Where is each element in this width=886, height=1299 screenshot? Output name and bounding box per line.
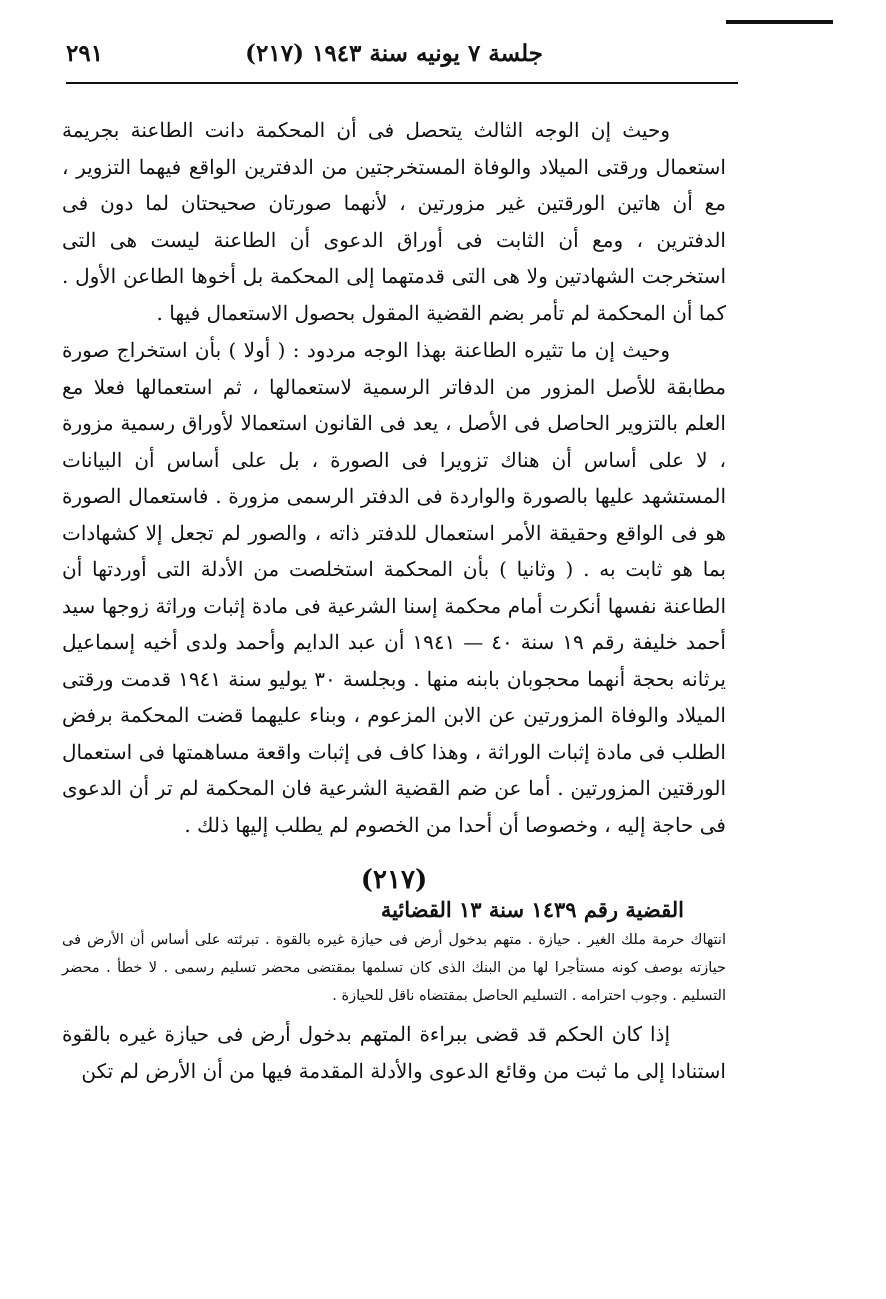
header-rule [66,82,738,84]
paragraph-court-response: وحيث إن ما تثيره الطاعنة بهذا الوجه مردود : ( أولا ) بأن استخراج صورة مطابقة للأصل المزور من الدفاتر الرسمية لاستعمالها ، ثم استعمالها فعلا مع العلم بالتزوير الحاصل فى الأصل ، يعد فى القانون استعمالا لأوراق رسمية مزورة ، لا على أساس أن هناك تزويرا فى الصورة ، بل على أساس أن البيانات المستشهد عليها بالصورة والواردة فى الدفتر الرسمى مزورة . فاستعمال الصورة هو فى الواقع وحقيقة الأمر استعمال للدفتر ذاته ، والصور لم تجعل إلا كشهادات بما هو ثابت به . ( وثانيا ) بأن المحكمة استخلصت من الأدلة التى أوردتها أن الطاعنة نفسها أنكرت أمام محكمة إسنا الشرعية فى مادة إثبات وراثة زوجها سيد أحمد خليفة رقم ١٩ سنة ٤٠ — ١٩٤١ أن عبد الدايم وأحمد ولدى أخيه إسماعيل يرثانه بحجة أنهما محجوبان بابنه منها . وبجلسة ٣٠ يوليو سنة ١٩٤١ قدمت ورقتى الميلاد والوفاة المزورتين عن الابن المزعوم ، وبناء عليهما قضت المحكمة برفض الطلب فى مادة إثبات الوراثة ، وهذا كاف فى إثبات واقعة مساهمتها فى استعمال الورقتين المزورتين . أما عن ضم القضية الشرعية فان المحكمة لم تر أن الدعوى فى حاجة إليه ، وخصوصا أن أحدا من الخصوم لم يطلب إليها ذلك . [62,338,727,837]
ruling-summary: انتهاك حرمة ملك الغير . حيازة . متهم بدخول أرض فى حيازة غيره بالقوة . تبرئته على أساس أن الأرض فى حيازته بوصف كونه مستأجرا لها من البنك الذى كان تسلمها بمقتضى محضر تسليم رسمى . لا خطأ . محضر التسليم . وجوب احترامه . التسليم الحاصل بمقتضاه ناقل للحيازة . [62,932,726,1004]
running-head: جلسة ٧ يونيه سنة ١٩٤٣ (٢١٧) [245,40,543,67]
ruling-body: إذا كان الحكم قد قضى ببراءة المتهم بدخول أرض فى حيازة غيره بالقوة استنادا إلى ما ثبت من وقائع الدعوى والأدلة المقدمة فيها من أن الأرض لم تكن [62,1022,726,1083]
page-number: ٢٩١ [66,40,104,67]
page-body [62,112,726,1089]
page-header [66,40,738,74]
case-title: القضية رقم ١٤٣٩ سنة ١٣ القضائية [380,897,684,922]
paragraph-third-ground: وحيث إن الوجه الثالث يتحصل فى أن المحكمة دانت الطاعنة بجريمة استعمال ورقتى الميلاد والوفاة المستخرجتين من الدفترين الواقع فيهما التزوير ، مع أن هاتين الورقتين غير مزورتين ، لأنهما صورتان صحيحتان لما دون فى الدفترين ، ومع أن الثابت فى أوراق الدعوى أن الطاعنة ليست هى التى استخرجت الشهادتين ولا هى التى قدمتهما إلى المحكمة بل أخوها الطاعن الأول . كما أن المحكمة لم تأمر بضم القضية المقول بحصول الاستعمال فيها . [62,118,726,325]
top-rule [726,20,833,24]
ruling-number: (٢١٧) [360,865,428,895]
